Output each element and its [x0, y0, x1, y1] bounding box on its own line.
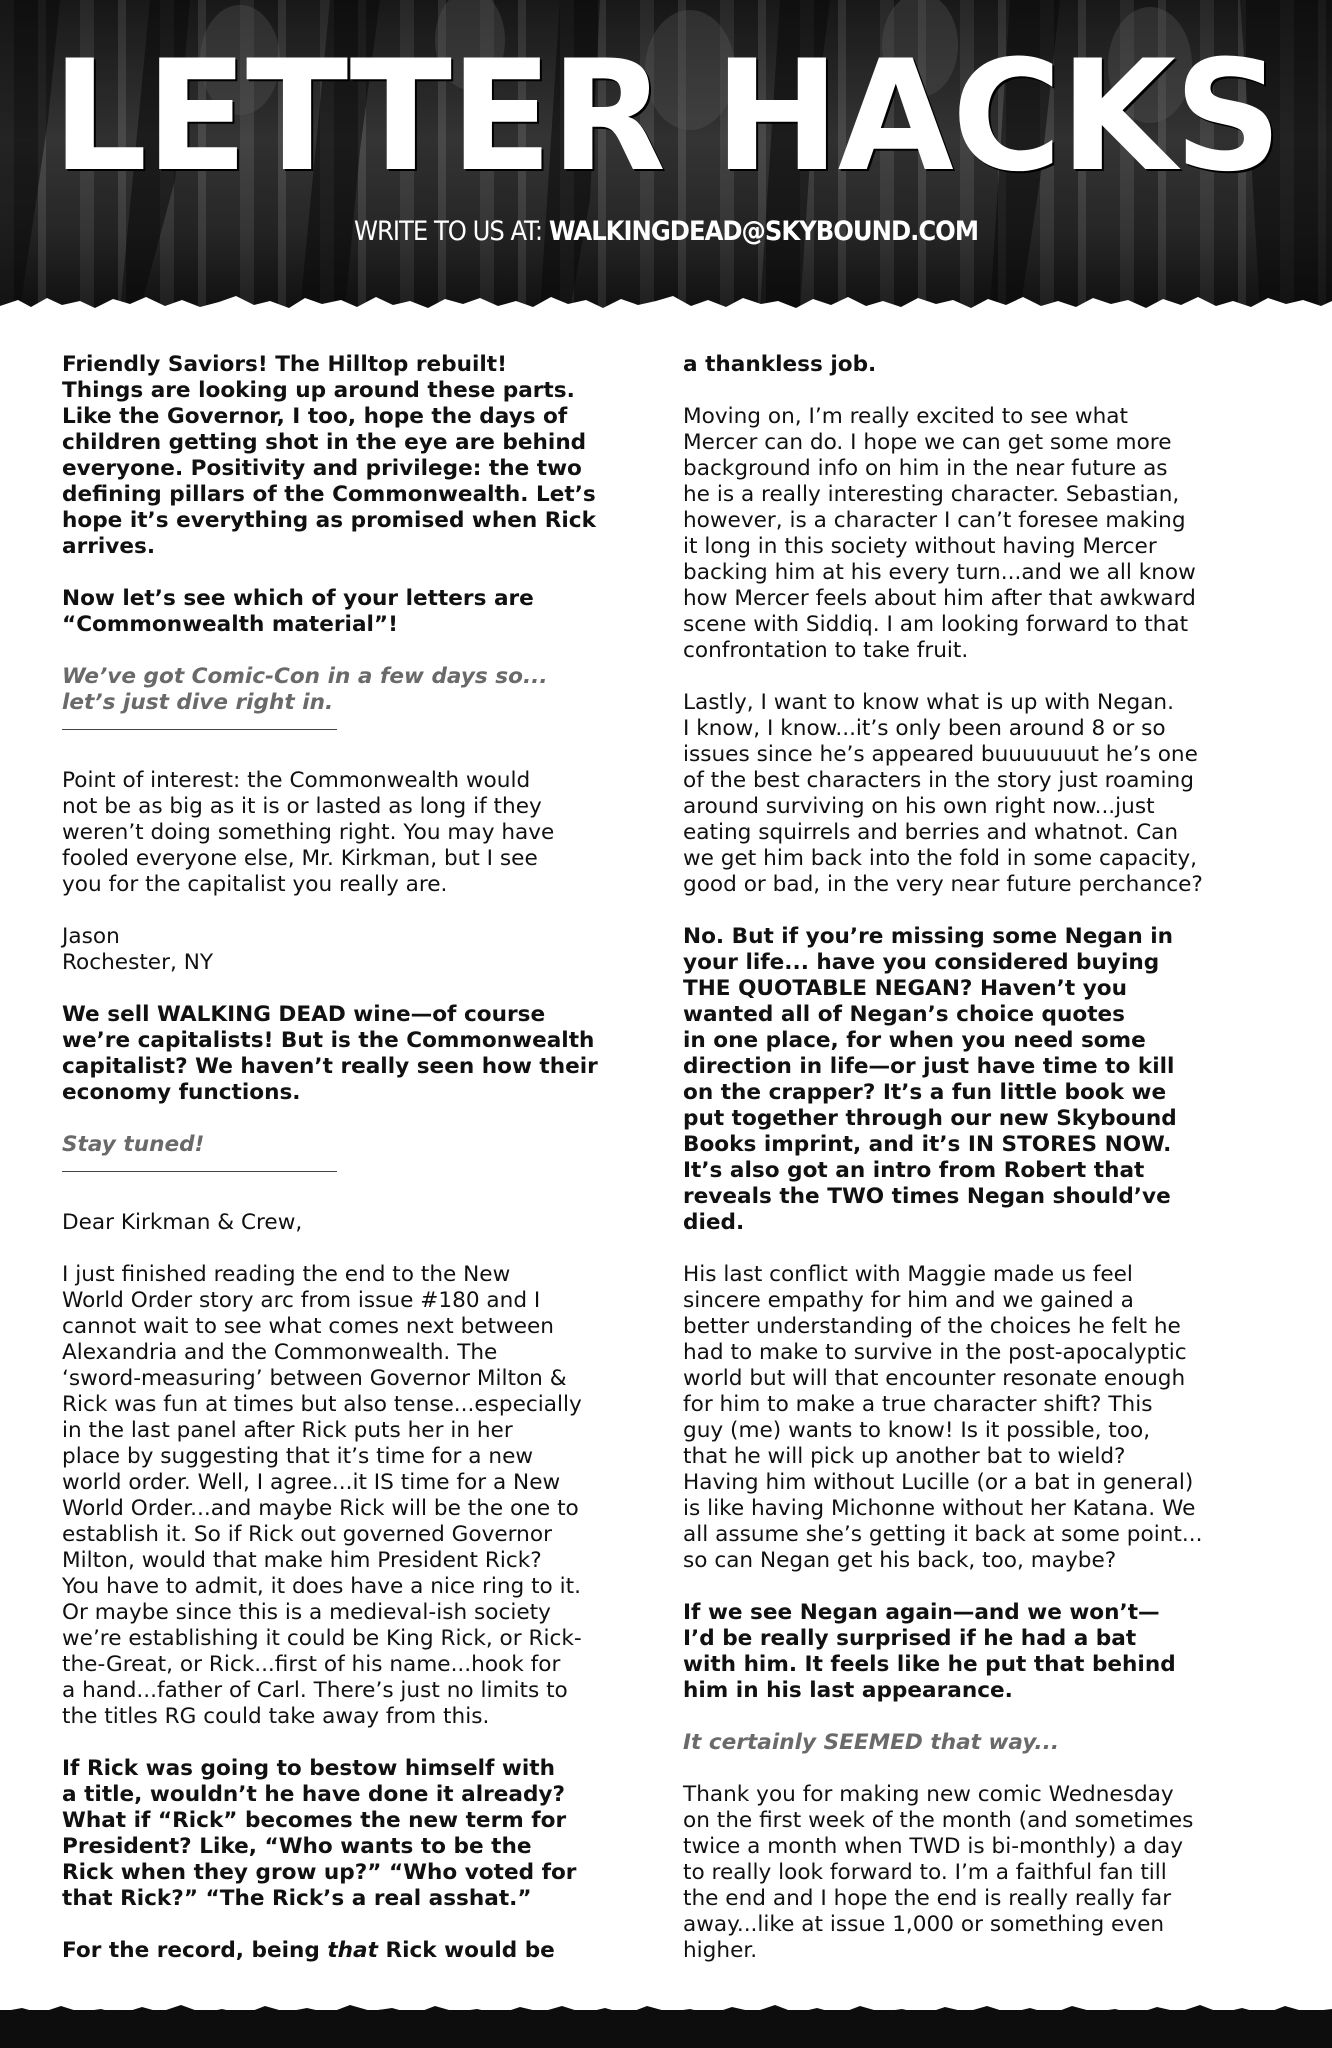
letter-2-body: I just finished reading the end to the New World Order story arc from issue #180 and I cannot wait to see what comes next between Alexandria and the Commonwealth. The ‘sword-measuring’ between Governor Milton & Rick was fun at times but also tense...especially in the last panel after Rick puts her in her place by suggesting that it’s time for a new world order. Well, I agree...it IS time for a New World Order...and maybe Rick will be the one to establish it. So if Rick out governed Governor Milton, would that make him President Rick? You have to admit, it does have a nice ring to it. Or maybe since this is a medieval-ish society we’re establishing it could be King Rick, or Rick- the-Great, or Rick...first of his name...hook for a hand...father of Carl. There’s just no limits to the titles RG could take away from this. [62, 1262, 582, 1729]
letter-2-closing: Thank you for making new comic Wednesday on the first week of the month (and sometimes twice a month when TWD is bi-monthly) a day to really look forward to. I’m a faithful fan till the end and I hope the end is really really far away...like at issue 1,000 or something even higher. [683, 1782, 1194, 1963]
letter-1-body: Point of interest: the Commonwealth would not be as big as it is or lasted as long if they weren’t doing something right. You may have fooled everyone else, Mr. Kirkman, but I see you for the capitalist you really are. [62, 768, 555, 897]
response-3-post: Rick would be [377, 1938, 555, 1963]
column-left [62, 352, 662, 1990]
editor-intro-2: Now let’s see which of your letters are “Commonwealth material”! [62, 586, 534, 637]
response-3-pre: For the record, being [62, 1938, 328, 1963]
response-2: If Rick was going to bestow himself with a title, wouldn’t he have done it already? What if “Rick” becomes the new term for President? Like, “Who wants to be the Rick when they grow up?” “Who voted for that Rick?” “The Rick’s a real asshat.” [62, 1756, 577, 1911]
header-banner [0, 0, 1332, 310]
letter-2-salutation: Dear Kirkman & Crew, [62, 1210, 303, 1235]
editor-intro-aside: We’ve got Comic-Con in a few days so... let’s just dive right in. [62, 664, 548, 715]
letter-2-paragraph-negan: Lastly, I want to know what is up with Negan. I know, I know...it’s only been around 8 or so issues since he’s appeared buuuuuuut he’s one of the best characters in the story just roaming around surviving on his own right now...just eating squirrels and berries and whatnot. Can we get him back into the fold in some capacity, good or bad, in the very near future perchance? [683, 690, 1203, 897]
column-right [683, 352, 1283, 1990]
torn-edge-bottom [0, 2000, 1332, 2020]
contact-prefix: WRITE TO US AT: [354, 216, 543, 247]
response-negan-bat: If we see Negan again—and we won’t— I’d be really surprised if he had a bat with him. It feels like he put that behind him in his last appearance. [683, 1600, 1176, 1703]
response-1-aside: Stay tuned! [62, 1132, 205, 1157]
contact-line [0, 216, 1332, 247]
contact-email[interactable]: WALKINGDEAD@SKYBOUND.COM [548, 216, 978, 247]
torn-edge-top [0, 292, 1332, 322]
page-title: LETTER HACKS [51, 28, 1281, 206]
divider [62, 1158, 662, 1184]
response-quotable-negan: No. But if you’re missing some Negan in your life... have you considered buying THE QUOTABLE NEGAN? Haven’t you wanted all of Negan’s choice quotes in one place, for when you need some direction in life—or just have time to kill on the crapper? It’s a fun little book we put together through our new Skybound Books imprint, and it’s IN STORES NOW. It’s also got an intro from Robert that reveals the TWO times Negan should’ve died. [683, 924, 1177, 1235]
response-negan-bat-aside: It certainly SEEMED that way... [683, 1730, 1060, 1755]
letter-2-paragraph-maggie: His last conflict with Maggie made us feel sincere empathy for him and we gained a better understanding of the choices he felt he had to make to survive in the post-apocalyptic world but will that encounter resonate enough for him to make a true character shift? This guy (me) wants to know! Is it possible, too, that he will pick up another bat to wield? Having him without Lucille (or a bat in general) is like having Michonne without her Katana. We all assume she’s getting it back at some point... so can Negan get his back, too, maybe? [683, 1262, 1203, 1573]
response-3-continued: a thankless job. [683, 352, 877, 377]
divider [62, 716, 662, 742]
editor-intro: Friendly Saviors! The Hilltop rebuilt! Things are looking up around these parts. Like the Governor, I too, hope the days of children getting shot in the eye are behind everyone. Positivity and privilege: the two defining pillars of the Commonwealth. Let’s hope it’s everything as promised when Rick arrives. [62, 352, 596, 559]
response-3-emphasis: that [327, 1938, 378, 1963]
response-3 [62, 1938, 662, 1964]
response-1: We sell WALKING DEAD wine—of course we’re capitalists! But is the Commonwealth capitalist? We haven’t really seen how their economy functions. [62, 1002, 598, 1105]
letter-1-signature: Jason Rochester, NY [62, 924, 214, 975]
letter-2-paragraph-mercer: Moving on, I’m really excited to see what Mercer can do. I hope we can get some more background info on him in the near future as he is a really interesting character. Sebastian, however, is a character I can’t foresee making it long in this society without having Mercer backing him at his every turn...and we all know how Mercer feels about him after that awkward scene with Siddiq. I am looking forward to that confrontation to take fruit. [683, 404, 1196, 663]
